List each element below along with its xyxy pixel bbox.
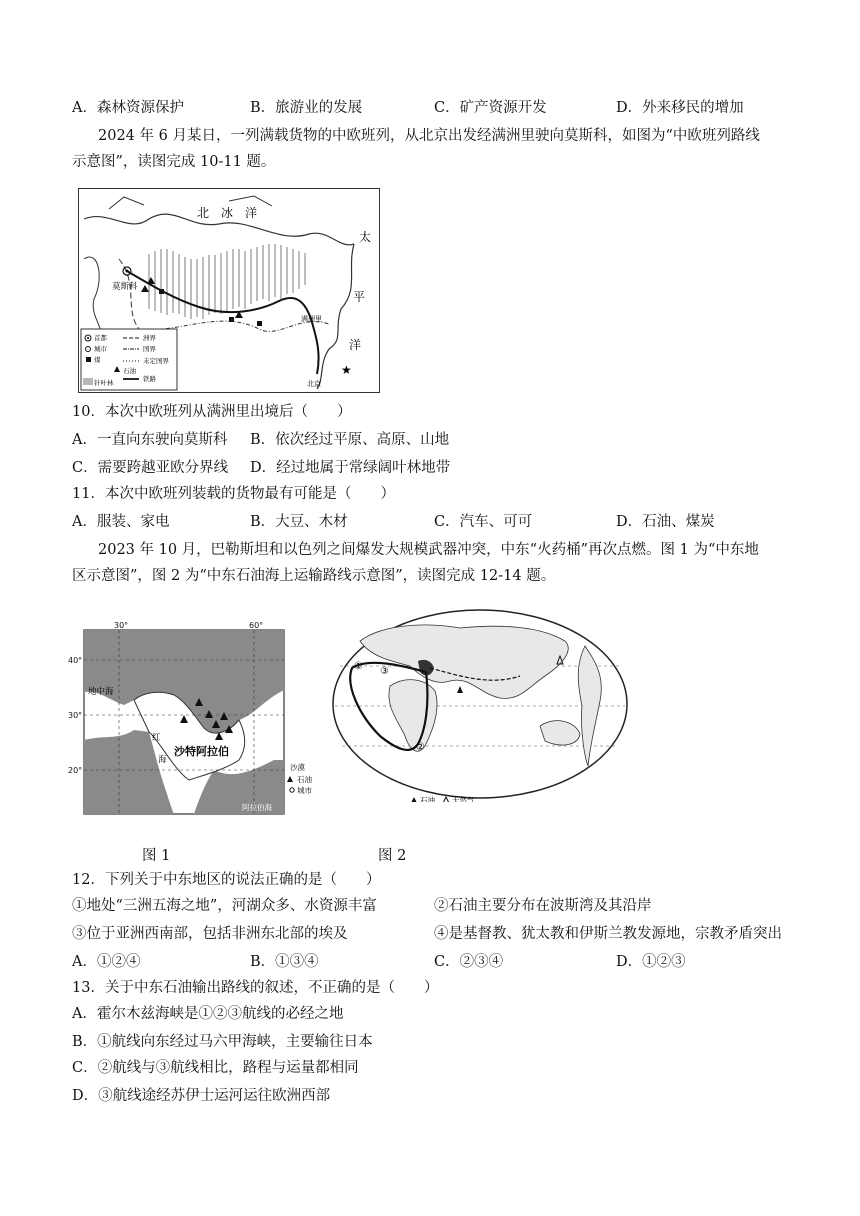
saudi-arabia-label: 沙特阿拉伯 bbox=[174, 745, 229, 758]
q10-option-b: B．依次经过平原、高原、山地 bbox=[250, 432, 450, 448]
q10-stem: 10．本次中欧班列从满洲里出境后（ ） bbox=[72, 404, 352, 420]
q12-statement-2: ②石油主要分布在波斯湾及其沿岸 bbox=[434, 898, 652, 914]
pacific-label-1: 太 bbox=[359, 230, 372, 244]
q13-option-c: C．②航线与③航线相比，路程与运量都相同 bbox=[72, 1060, 359, 1076]
q12-option-d: D．①②③ bbox=[616, 954, 686, 970]
legend-railway: 铁路 bbox=[143, 375, 156, 383]
coal-icon bbox=[257, 321, 262, 326]
legend-oil: 石油 bbox=[420, 796, 435, 802]
lat-30: 30° bbox=[68, 711, 83, 720]
legend-gas: 天然气 bbox=[452, 796, 475, 802]
arctic-ocean-label: 北 冰 洋 bbox=[197, 206, 258, 220]
q12-option-b: B．①③④ bbox=[250, 954, 319, 970]
intro1-line2: 示意图”，读图完成 10-11 题。 bbox=[72, 154, 276, 170]
legend-undetermined-border: 未定国界 bbox=[143, 357, 169, 365]
legend-coal: 煤 bbox=[94, 356, 101, 364]
q10-option-a: A．一直向东驶向莫斯科 bbox=[72, 432, 228, 448]
q9-option-d: D．外来移民的增加 bbox=[616, 100, 744, 116]
q11-option-b: B．大豆、木材 bbox=[250, 514, 348, 530]
route-1-label: ① bbox=[354, 661, 363, 672]
q9-option-b: B．旅游业的发展 bbox=[250, 100, 363, 116]
q10-option-d: D．经过地属于常绿阔叶林地带 bbox=[250, 460, 451, 476]
q12-statement-1: ①地处“三洲五海之地”，河湖众多、水资源丰富 bbox=[72, 898, 377, 914]
legend-city: 城市 bbox=[297, 786, 312, 795]
pacific-label-2: 平 bbox=[353, 290, 366, 304]
q12-statement-3: ③位于亚洲西南部，包括非洲东北部的埃及 bbox=[72, 926, 348, 942]
manzhouli-label: 满洲里 bbox=[301, 315, 322, 323]
middle-east-map bbox=[68, 621, 312, 818]
lon-60: 60° bbox=[249, 621, 264, 630]
q12-option-a: A．①②④ bbox=[72, 954, 141, 970]
pacific-label-3: 洋 bbox=[349, 338, 362, 352]
legend-national-border: 国界 bbox=[143, 345, 156, 353]
legend-continent-boundary: 洲界 bbox=[143, 334, 156, 342]
legend-capital: 首都 bbox=[94, 334, 107, 342]
beijing-star-icon: ★ bbox=[341, 363, 352, 377]
q13-option-b: B．①航线向东经过马六甲海峡，主要输往日本 bbox=[72, 1034, 373, 1050]
legend-city: 城市 bbox=[94, 345, 107, 353]
q10-option-c: C．需要跨越亚欧分界线 bbox=[72, 460, 229, 476]
q13-option-a: A．霍尔木兹海峡是①②③航线的必经之地 bbox=[72, 1006, 344, 1022]
lon-30: 30° bbox=[114, 621, 129, 630]
legend-desert: 沙漠 bbox=[290, 763, 305, 772]
mediterranean-label: 地中海 bbox=[88, 687, 114, 697]
q12-statement-4: ④是基督教、犹太教和伊斯兰教发源地，宗教矛盾突出 bbox=[434, 926, 782, 942]
legend-oil: 石油 bbox=[297, 775, 312, 784]
oil-routes-world-map bbox=[330, 606, 630, 802]
q12-option-c: C．②③④ bbox=[434, 954, 504, 970]
arabian-sea-label: 阿拉伯海 bbox=[242, 803, 272, 812]
red-sea-label-1: 红 bbox=[152, 733, 161, 743]
red-sea-label-2: 海 bbox=[158, 755, 167, 765]
intro2-line1: 2023 年 10 月，巴勒斯坦和以色列之间爆发大规模武器冲突，中东“火药桶”再次点燃。图 1 为“中东地 bbox=[98, 542, 759, 558]
route-3-label: ③ bbox=[380, 666, 389, 677]
q11-option-d: D．石油、煤炭 bbox=[616, 514, 715, 530]
lat-40: 40° bbox=[68, 656, 83, 665]
q11-stem: 11．本次中欧班列装载的货物最有可能是（ ） bbox=[72, 486, 395, 502]
q13-option-d: D．③航线途经苏伊士运河运往欧洲西部 bbox=[72, 1088, 331, 1104]
q11-option-c: C．汽车、可可 bbox=[434, 514, 533, 530]
q9-option-c: C．矿产资源开发 bbox=[434, 100, 547, 116]
intro1-line1: 2024 年 6 月某日，一列满载货物的中欧班列，从北京出发经满洲里驶向莫斯科，如图为“中欧班列路线 bbox=[98, 128, 760, 144]
moscow-label: 莫斯科 bbox=[112, 282, 138, 292]
legend-forest: 针叶林 bbox=[94, 379, 114, 387]
lat-20: 20° bbox=[68, 766, 83, 775]
beijing-label: 北京 bbox=[307, 380, 321, 388]
intro2-line2: 区示意图”，图 2 为“中东石油海上运输路线示意图”，读图完成 12-14 题。 bbox=[72, 568, 556, 584]
q11-option-a: A．服装、家电 bbox=[72, 514, 170, 530]
q9-option-a: A．森林资源保护 bbox=[72, 100, 184, 116]
legend-oil: 石油 bbox=[123, 367, 136, 375]
route-2-label: ② bbox=[416, 742, 425, 753]
oil-icon bbox=[147, 277, 155, 284]
fig1-caption: 图 1 bbox=[142, 848, 171, 864]
q12-stem: 12．下列关于中东地区的说法正确的是（ ） bbox=[72, 872, 381, 888]
q13-stem: 13．关于中东石油输出路线的叙述，不正确的是（ ） bbox=[72, 980, 439, 996]
china-europe-railway-map bbox=[78, 188, 380, 393]
fig2-caption: 图 2 bbox=[378, 848, 407, 864]
